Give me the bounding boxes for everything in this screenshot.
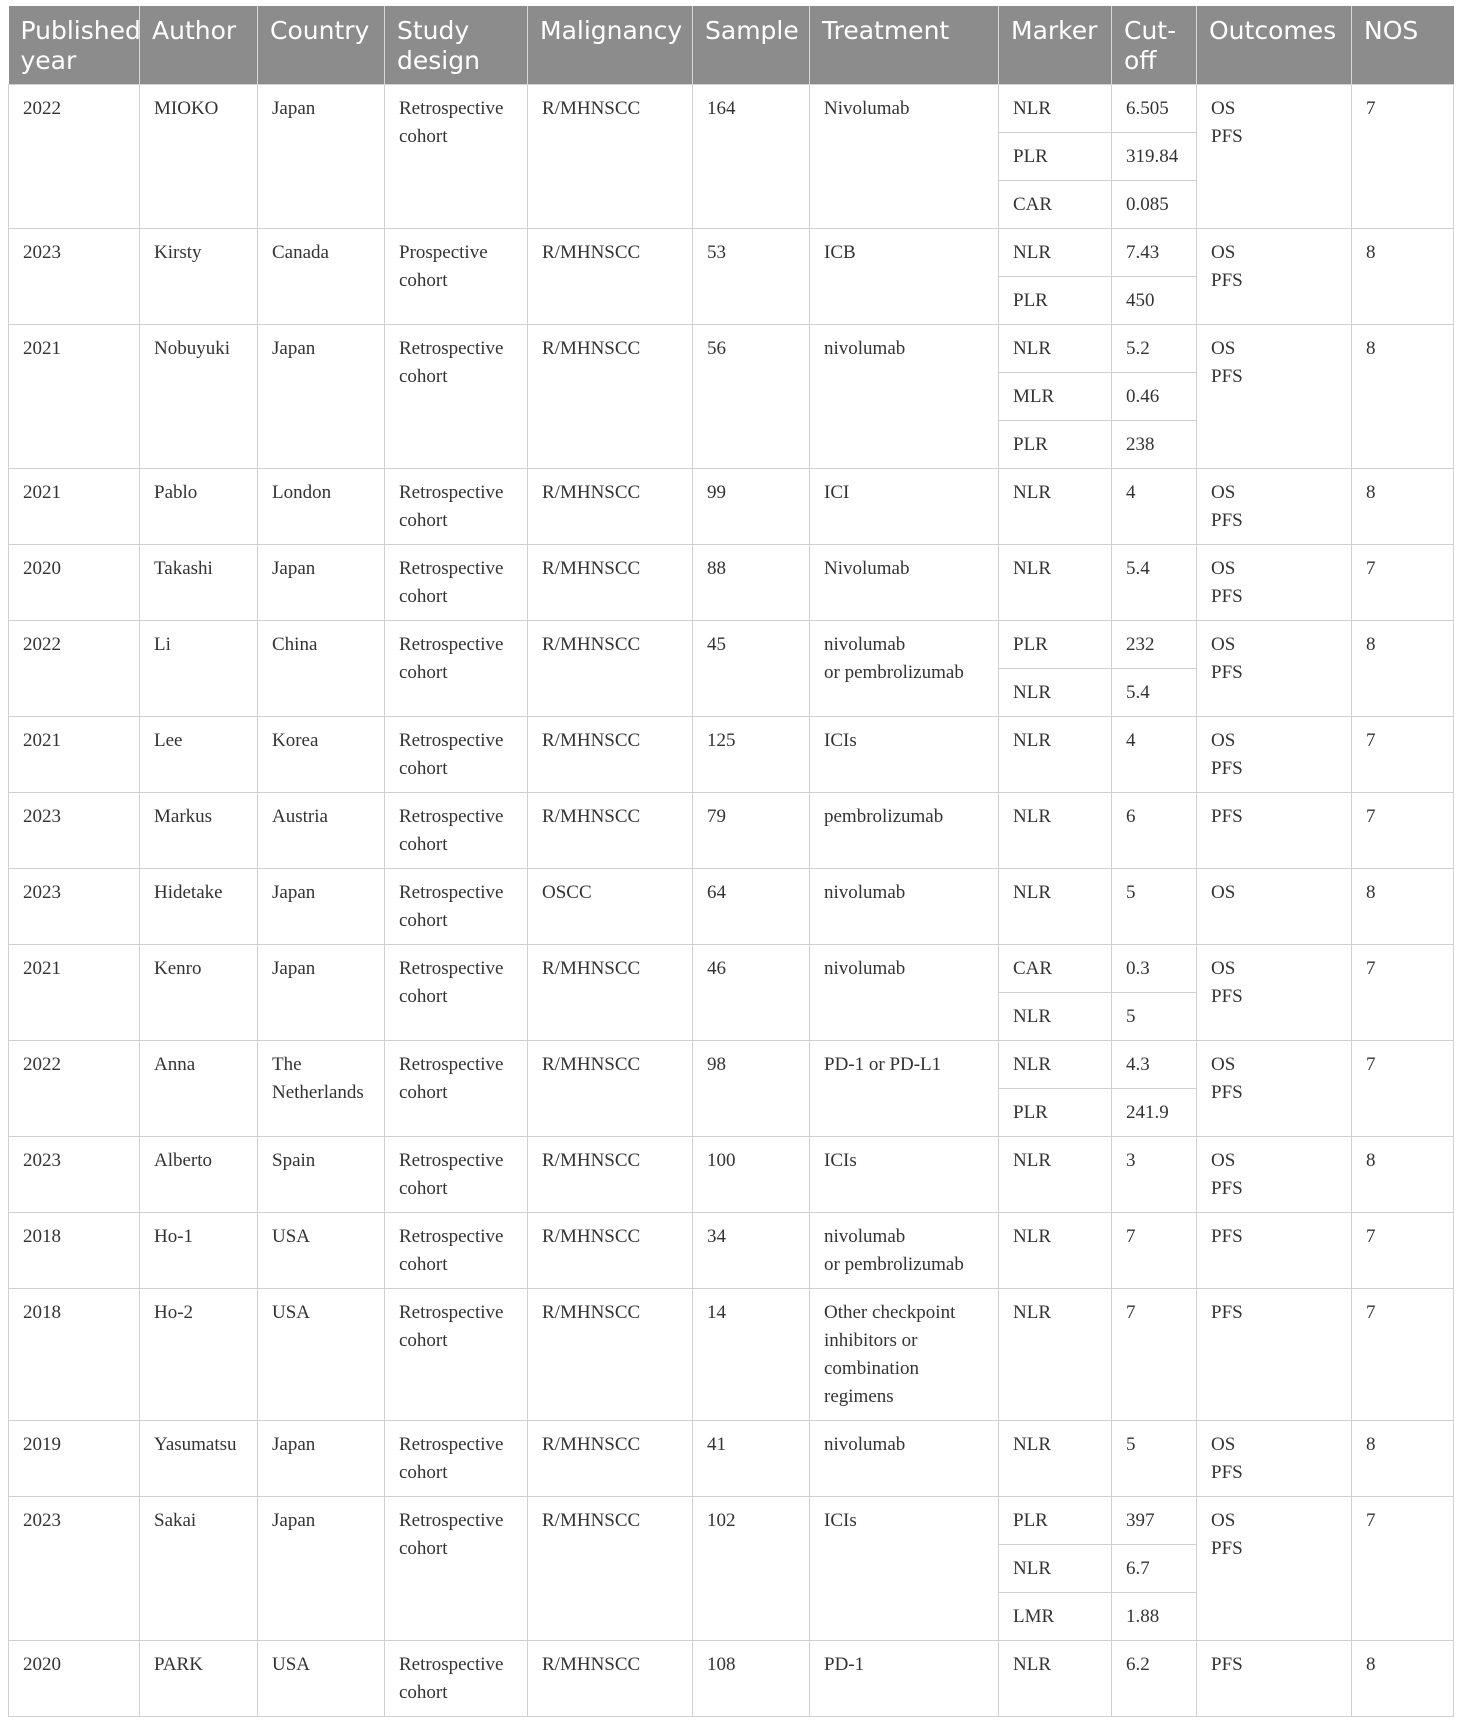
nos-cell: 7 (1352, 1213, 1454, 1289)
study-design-cell: Retrospective cohort (385, 469, 528, 545)
malignancy-cell: R/MHNSCC (528, 621, 693, 717)
cut-off-cell: 7.43 (1112, 229, 1197, 277)
treatment-cell: ICIs (810, 1137, 999, 1213)
malignancy-cell: R/MHNSCC (528, 793, 693, 869)
author-cell: Kirsty (140, 229, 258, 325)
country-cell: Spain (258, 1137, 385, 1213)
marker-cell: NLR (999, 1545, 1112, 1593)
cut-off-cell: 5.2 (1112, 325, 1197, 373)
cut-off-cell: 5 (1112, 1421, 1197, 1497)
country-cell: Japan (258, 945, 385, 1041)
cut-off-cell: 5 (1112, 869, 1197, 945)
header-published-year: Published year (9, 6, 140, 85)
malignancy-cell: R/MHNSCC (528, 325, 693, 469)
treatment-cell: ICB (810, 229, 999, 325)
table-row (9, 1041, 1454, 1089)
nos-cell: 8 (1352, 1137, 1454, 1213)
sample-cell: 100 (693, 1137, 810, 1213)
marker-cell: NLR (999, 993, 1112, 1041)
cut-off-cell: 3 (1112, 1137, 1197, 1213)
study-design-cell: Retrospective cohort (385, 85, 528, 229)
marker-cell: NLR (999, 669, 1112, 717)
country-cell: London (258, 469, 385, 545)
author-cell: Markus (140, 793, 258, 869)
year-cell: 2018 (9, 1289, 140, 1421)
year-cell: 2021 (9, 717, 140, 793)
table-row (9, 621, 1454, 669)
marker-cell: PLR (999, 1497, 1112, 1545)
marker-cell: NLR (999, 1421, 1112, 1497)
study-design-cell: Retrospective cohort (385, 325, 528, 469)
cut-off-cell: 6.2 (1112, 1641, 1197, 1717)
sample-cell: 64 (693, 869, 810, 945)
outcomes-cell: OS PFS (1197, 229, 1352, 325)
cut-off-cell: 4 (1112, 469, 1197, 545)
marker-cell: MLR (999, 373, 1112, 421)
year-cell: 2020 (9, 545, 140, 621)
sample-cell: 164 (693, 85, 810, 229)
year-cell: 2023 (9, 793, 140, 869)
malignancy-cell: OSCC (528, 869, 693, 945)
sample-cell: 46 (693, 945, 810, 1041)
table-row (9, 1497, 1454, 1545)
outcomes-cell: OS PFS (1197, 621, 1352, 717)
table-row (9, 1137, 1454, 1213)
nos-cell: 8 (1352, 325, 1454, 469)
year-cell: 2021 (9, 945, 140, 1041)
malignancy-cell: R/MHNSCC (528, 1497, 693, 1641)
treatment-cell: nivolumab (810, 869, 999, 945)
table-row (9, 229, 1454, 277)
marker-cell: NLR (999, 229, 1112, 277)
nos-cell: 7 (1352, 85, 1454, 229)
table-row (9, 545, 1454, 621)
marker-cell: NLR (999, 717, 1112, 793)
table-row (9, 945, 1454, 993)
country-cell: Japan (258, 1421, 385, 1497)
malignancy-cell: R/MHNSCC (528, 469, 693, 545)
outcomes-cell: OS PFS (1197, 1137, 1352, 1213)
nos-cell: 7 (1352, 1041, 1454, 1137)
cut-off-cell: 6.505 (1112, 85, 1197, 133)
author-cell: Takashi (140, 545, 258, 621)
cut-off-cell: 4 (1112, 717, 1197, 793)
cut-off-cell: 319.84 (1112, 133, 1197, 181)
malignancy-cell: R/MHNSCC (528, 545, 693, 621)
cut-off-cell: 0.46 (1112, 373, 1197, 421)
treatment-cell: Other checkpoint inhibitors or combination regimens (810, 1289, 999, 1421)
country-cell: Korea (258, 717, 385, 793)
study-characteristics-table (8, 6, 1454, 1717)
header-row (9, 6, 1454, 85)
author-cell: Pablo (140, 469, 258, 545)
study-table-container (8, 6, 1453, 1717)
author-cell: Ho-2 (140, 1289, 258, 1421)
outcomes-cell: OS PFS (1197, 717, 1352, 793)
header-marker: Marker (999, 6, 1112, 85)
cut-off-cell: 232 (1112, 621, 1197, 669)
country-cell: Japan (258, 545, 385, 621)
country-cell: Canada (258, 229, 385, 325)
header-malignancy: Malignancy (528, 6, 693, 85)
sample-cell: 14 (693, 1289, 810, 1421)
sample-cell: 79 (693, 793, 810, 869)
sample-cell: 53 (693, 229, 810, 325)
treatment-cell: nivolumab (810, 325, 999, 469)
outcomes-cell: OS PFS (1197, 945, 1352, 1041)
study-design-cell: Retrospective cohort (385, 1289, 528, 1421)
marker-cell: NLR (999, 1213, 1112, 1289)
cut-off-cell: 5.4 (1112, 545, 1197, 621)
treatment-cell: ICIs (810, 717, 999, 793)
nos-cell: 7 (1352, 1497, 1454, 1641)
country-cell: USA (258, 1641, 385, 1717)
table-row (9, 85, 1454, 133)
marker-cell: NLR (999, 1289, 1112, 1421)
year-cell: 2023 (9, 1137, 140, 1213)
study-design-cell: Retrospective cohort (385, 1041, 528, 1137)
cut-off-cell: 238 (1112, 421, 1197, 469)
nos-cell: 8 (1352, 229, 1454, 325)
malignancy-cell: R/MHNSCC (528, 85, 693, 229)
table-row (9, 1289, 1454, 1421)
sample-cell: 102 (693, 1497, 810, 1641)
marker-cell: CAR (999, 945, 1112, 993)
sample-cell: 45 (693, 621, 810, 717)
cut-off-cell: 450 (1112, 277, 1197, 325)
author-cell: Yasumatsu (140, 1421, 258, 1497)
nos-cell: 7 (1352, 793, 1454, 869)
header-sample: Sample (693, 6, 810, 85)
cut-off-cell: 6 (1112, 793, 1197, 869)
year-cell: 2018 (9, 1213, 140, 1289)
outcomes-cell: OS PFS (1197, 85, 1352, 229)
sample-cell: 108 (693, 1641, 810, 1717)
nos-cell: 7 (1352, 545, 1454, 621)
year-cell: 2021 (9, 469, 140, 545)
outcomes-cell: PFS (1197, 1213, 1352, 1289)
nos-cell: 8 (1352, 621, 1454, 717)
malignancy-cell: R/MHNSCC (528, 1641, 693, 1717)
marker-cell: NLR (999, 869, 1112, 945)
year-cell: 2023 (9, 1497, 140, 1641)
cut-off-cell: 1.88 (1112, 1593, 1197, 1641)
treatment-cell: ICI (810, 469, 999, 545)
nos-cell: 7 (1352, 945, 1454, 1041)
marker-cell: NLR (999, 1641, 1112, 1717)
treatment-cell: nivolumab or pembrolizumab (810, 621, 999, 717)
outcomes-cell: PFS (1197, 1289, 1352, 1421)
year-cell: 2023 (9, 869, 140, 945)
cut-off-cell: 0.3 (1112, 945, 1197, 993)
country-cell: USA (258, 1289, 385, 1421)
author-cell: Li (140, 621, 258, 717)
marker-cell: NLR (999, 85, 1112, 133)
marker-cell: NLR (999, 469, 1112, 545)
author-cell: Anna (140, 1041, 258, 1137)
treatment-cell: Nivolumab (810, 85, 999, 229)
study-design-cell: Prospective cohort (385, 229, 528, 325)
header-nos: NOS (1352, 6, 1454, 85)
country-cell: Japan (258, 85, 385, 229)
nos-cell: 7 (1352, 1289, 1454, 1421)
marker-cell: LMR (999, 1593, 1112, 1641)
nos-cell: 8 (1352, 1421, 1454, 1497)
treatment-cell: PD-1 (810, 1641, 999, 1717)
header-treatment: Treatment (810, 6, 999, 85)
cut-off-cell: 4.3 (1112, 1041, 1197, 1089)
nos-cell: 7 (1352, 717, 1454, 793)
malignancy-cell: R/MHNSCC (528, 1041, 693, 1137)
malignancy-cell: R/MHNSCC (528, 717, 693, 793)
cut-off-cell: 5.4 (1112, 669, 1197, 717)
author-cell: Nobuyuki (140, 325, 258, 469)
study-design-cell: Retrospective cohort (385, 1421, 528, 1497)
marker-cell: PLR (999, 133, 1112, 181)
year-cell: 2022 (9, 85, 140, 229)
study-design-cell: Retrospective cohort (385, 545, 528, 621)
author-cell: Hidetake (140, 869, 258, 945)
nos-cell: 8 (1352, 1641, 1454, 1717)
marker-cell: NLR (999, 793, 1112, 869)
malignancy-cell: R/MHNSCC (528, 229, 693, 325)
year-cell: 2023 (9, 229, 140, 325)
table-row (9, 1213, 1454, 1289)
nos-cell: 8 (1352, 469, 1454, 545)
treatment-cell: nivolumab (810, 1421, 999, 1497)
treatment-cell: nivolumab or pembrolizumab (810, 1213, 999, 1289)
table-row (9, 1421, 1454, 1497)
marker-cell: NLR (999, 545, 1112, 621)
sample-cell: 98 (693, 1041, 810, 1137)
study-design-cell: Retrospective cohort (385, 1213, 528, 1289)
study-design-cell: Retrospective cohort (385, 717, 528, 793)
year-cell: 2022 (9, 621, 140, 717)
marker-cell: NLR (999, 325, 1112, 373)
year-cell: 2022 (9, 1041, 140, 1137)
author-cell: PARK (140, 1641, 258, 1717)
country-cell: Austria (258, 793, 385, 869)
table-row (9, 869, 1454, 945)
study-design-cell: Retrospective cohort (385, 793, 528, 869)
marker-cell: PLR (999, 277, 1112, 325)
country-cell: The Netherlands (258, 1041, 385, 1137)
malignancy-cell: R/MHNSCC (528, 1213, 693, 1289)
study-design-cell: Retrospective cohort (385, 621, 528, 717)
study-design-cell: Retrospective cohort (385, 1641, 528, 1717)
outcomes-cell: OS PFS (1197, 1497, 1352, 1641)
country-cell: USA (258, 1213, 385, 1289)
malignancy-cell: R/MHNSCC (528, 1421, 693, 1497)
malignancy-cell: R/MHNSCC (528, 1289, 693, 1421)
header-cut-off: Cut-off (1112, 6, 1197, 85)
sample-cell: 41 (693, 1421, 810, 1497)
malignancy-cell: R/MHNSCC (528, 945, 693, 1041)
table-row (9, 469, 1454, 545)
header-author: Author (140, 6, 258, 85)
year-cell: 2019 (9, 1421, 140, 1497)
outcomes-cell: OS PFS (1197, 469, 1352, 545)
treatment-cell: PD-1 or PD-L1 (810, 1041, 999, 1137)
study-design-cell: Retrospective cohort (385, 1497, 528, 1641)
nos-cell: 8 (1352, 869, 1454, 945)
sample-cell: 125 (693, 717, 810, 793)
marker-cell: NLR (999, 1041, 1112, 1089)
author-cell: Lee (140, 717, 258, 793)
sample-cell: 34 (693, 1213, 810, 1289)
author-cell: Sakai (140, 1497, 258, 1641)
treatment-cell: pembrolizumab (810, 793, 999, 869)
country-cell: Japan (258, 325, 385, 469)
cut-off-cell: 6.7 (1112, 1545, 1197, 1593)
cut-off-cell: 397 (1112, 1497, 1197, 1545)
country-cell: Japan (258, 869, 385, 945)
marker-cell: PLR (999, 1089, 1112, 1137)
outcomes-cell: OS (1197, 869, 1352, 945)
study-design-cell: Retrospective cohort (385, 945, 528, 1041)
cut-off-cell: 5 (1112, 993, 1197, 1041)
header-study-design: Study design (385, 6, 528, 85)
sample-cell: 56 (693, 325, 810, 469)
table-row (9, 717, 1454, 793)
marker-cell: PLR (999, 621, 1112, 669)
author-cell: Alberto (140, 1137, 258, 1213)
header-country: Country (258, 6, 385, 85)
table-body (9, 85, 1454, 1717)
year-cell: 2020 (9, 1641, 140, 1717)
cut-off-cell: 7 (1112, 1289, 1197, 1421)
cut-off-cell: 241.9 (1112, 1089, 1197, 1137)
cut-off-cell: 7 (1112, 1213, 1197, 1289)
study-design-cell: Retrospective cohort (385, 869, 528, 945)
marker-cell: CAR (999, 181, 1112, 229)
marker-cell: NLR (999, 1137, 1112, 1213)
table-row (9, 793, 1454, 869)
table-row (9, 325, 1454, 373)
year-cell: 2021 (9, 325, 140, 469)
malignancy-cell: R/MHNSCC (528, 1137, 693, 1213)
treatment-cell: ICIs (810, 1497, 999, 1641)
sample-cell: 88 (693, 545, 810, 621)
table-row (9, 1641, 1454, 1717)
cut-off-cell: 0.085 (1112, 181, 1197, 229)
outcomes-cell: OS PFS (1197, 325, 1352, 469)
outcomes-cell: OS PFS (1197, 1041, 1352, 1137)
header-outcomes: Outcomes (1197, 6, 1352, 85)
outcomes-cell: PFS (1197, 793, 1352, 869)
outcomes-cell: OS PFS (1197, 1421, 1352, 1497)
outcomes-cell: PFS (1197, 1641, 1352, 1717)
marker-cell: PLR (999, 421, 1112, 469)
author-cell: Kenro (140, 945, 258, 1041)
author-cell: MIOKO (140, 85, 258, 229)
country-cell: China (258, 621, 385, 717)
author-cell: Ho-1 (140, 1213, 258, 1289)
sample-cell: 99 (693, 469, 810, 545)
study-design-cell: Retrospective cohort (385, 1137, 528, 1213)
country-cell: Japan (258, 1497, 385, 1641)
treatment-cell: Nivolumab (810, 545, 999, 621)
outcomes-cell: OS PFS (1197, 545, 1352, 621)
treatment-cell: nivolumab (810, 945, 999, 1041)
